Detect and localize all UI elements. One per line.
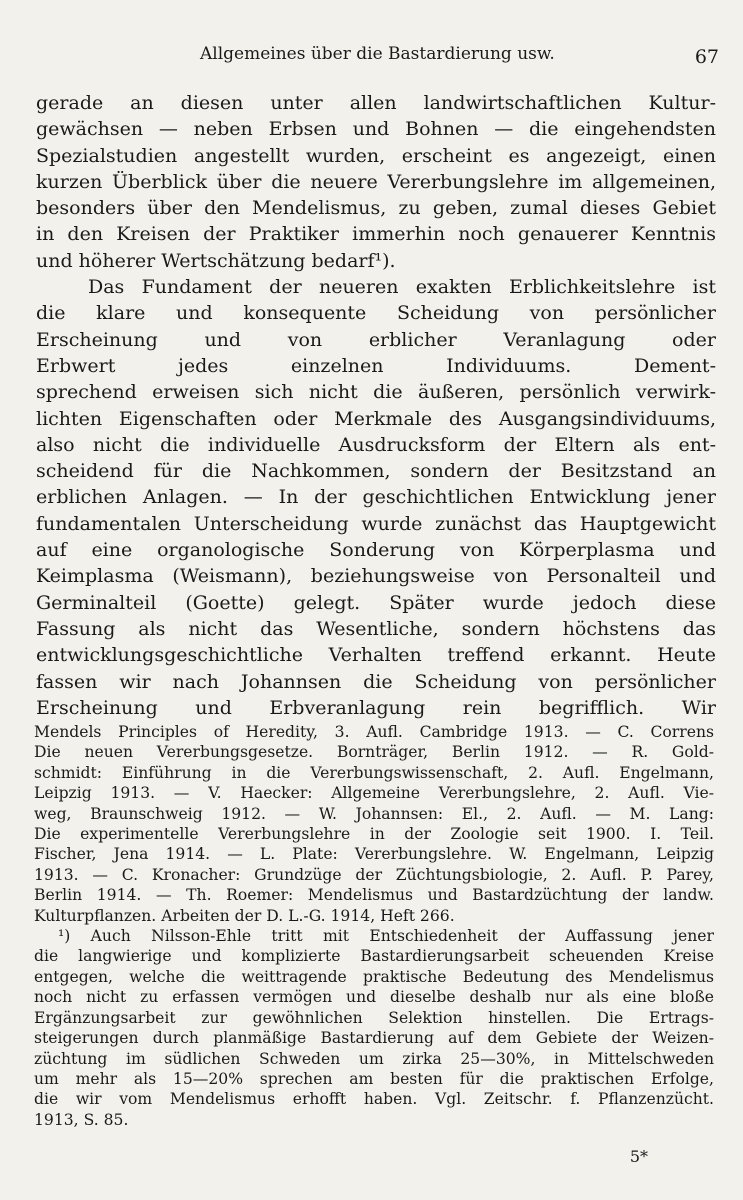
footnote-line: Die neuen Vererbungsgesetze. Bornträger, Berlin 1912. — R. Gold-	[34, 743, 714, 762]
text-line: also nicht die individuelle Ausdrucksform der Eltern als ent-	[36, 433, 716, 456]
footnote-line: ¹) Auch Nilsson-Ehle tritt mit Entschiedenheit der Auffassung jener	[58, 927, 714, 946]
sheet-signature: 5*	[629, 1147, 648, 1166]
text-line: scheidend für die Nachkommen, sondern der Besitzstand an	[36, 460, 716, 483]
main-text	[36, 90, 716, 721]
text-line: gerade an diesen unter allen landwirtschaftlichen Kultur-	[36, 92, 716, 114]
text-line: in den Kreisen der Praktiker immerhin noch genauerer Kenntnis	[36, 223, 716, 246]
footnotes	[34, 722, 714, 1130]
text-line: erblichen Anlagen. — In der geschichtlichen Entwicklung jener	[36, 486, 716, 509]
footnote-line: weg, Braunschweig 1912. — W. Johannsen: El., 2. Aufl. — M. Lang:	[34, 804, 714, 823]
footnote-line: Mendels Principles of Heredity, 3. Aufl. Cambridge 1913. — C. Correns	[34, 723, 714, 741]
footnote-line: die wir vom Mendelismus erhofft haben. Vgl. Zeitschr. f. Pflanzenzücht.	[34, 1090, 714, 1109]
paragraph-1	[36, 90, 716, 274]
footnote-line: Kulturpflanzen. Arbeiten der D. L.-G. 1914, Heft 266.	[34, 906, 455, 925]
literature-footnote	[34, 722, 714, 926]
text-line: Erscheinung und von erblicher Veranlagung oder	[36, 328, 716, 351]
footnote-line: Die experimentelle Vererbungslehre in der Zoologie seit 1900. I. Teil.	[34, 825, 714, 844]
text-line: die klare und konsequente Scheidung von persönlicher	[36, 302, 716, 325]
text-line: sprechend erweisen sich nicht die äußeren, persönlich verwirk-	[36, 381, 716, 404]
footnote-line: Leipzig 1913. — V. Haecker: Allgemeine Vererbungslehre, 2. Aufl. Vie-	[34, 784, 714, 803]
footnote-1	[34, 926, 714, 1130]
footnote-line: Ergänzungsarbeit zur gewöhnlichen Selektion hinstellen. Die Ertrags-	[34, 1008, 714, 1027]
footnote-line: schmidt: Einführung in die Vererbungswissenschaft, 2. Aufl. Engelmann,	[34, 763, 714, 782]
text-line: fassen wir nach Johannsen die Scheidung von persönlicher	[36, 670, 716, 693]
footnote-line: 1913, S. 85.	[34, 1110, 129, 1129]
running-title: Allgemeines über die Bastardierung usw.	[200, 44, 555, 64]
text-line: und höherer Wertschätzung bedarf¹).	[36, 249, 396, 272]
text-line: Erscheinung und Erbveranlagung rein begrifflich. Wir	[36, 696, 716, 719]
text-line: gewächsen — neben Erbsen und Bohnen — die eingehendsten	[36, 118, 716, 141]
text-line: kurzen Überblick über die neuere Vererbungslehre im allgemeinen,	[36, 170, 716, 193]
page-header	[36, 38, 721, 68]
footnote-line: steigerungen durch planmäßige Bastardierung auf dem Gebiete der Weizen-	[34, 1029, 714, 1048]
text-line: besonders über den Mendelismus, zu geben, zumal dieses Gebiet	[36, 197, 716, 220]
footnote-line: um mehr als 15—20% sprechen am besten für die praktischen Erfolge,	[34, 1069, 714, 1088]
text-line: Das Fundament der neueren exakten Erblichkeitslehre ist	[88, 276, 716, 299]
footnote-line: Berlin 1914. — Th. Roemer: Mendelismus und Bastardzüchtung der landw.	[34, 886, 714, 905]
footnote-line: noch nicht zu erfassen vermögen und dieselbe deshalb nur als eine bloße	[34, 988, 714, 1007]
text-line: Fassung als nicht das Wesentliche, sondern höchstens das	[36, 617, 716, 640]
text-line: entwicklungsgeschichtliche Verhalten treffend erkannt. Heute	[36, 644, 716, 667]
text-line: auf eine organologische Sonderung von Körperplasma und	[36, 539, 716, 562]
footnote-line: Fischer, Jena 1914. — L. Plate: Vererbungslehre. W. Engelmann, Leipzig	[34, 845, 714, 864]
text-line: Keimplasma (Weismann), beziehungsweise von Personalteil und	[36, 565, 716, 588]
page-number: 67	[694, 46, 719, 68]
footnote-line: entgegen, welche die weittragende praktische Bedeutung des Mendelismus	[34, 967, 714, 986]
text-line: Germinalteil (Goette) gelegt. Später wurde jedoch diese	[36, 591, 716, 614]
footnote-line: 1913. — C. Kronacher: Grundzüge der Züchtungsbiologie, 2. Aufl. P. Parey,	[34, 865, 714, 884]
text-line: Spezialstudien angestellt wurden, erscheint es angezeigt, einen	[36, 144, 716, 167]
footnote-line: die langwierige und komplizierte Bastardierungsarbeit scheuenden Kreise	[34, 947, 714, 966]
paragraph-2	[36, 274, 716, 721]
text-line: lichten Eigenschaften oder Merkmale des Ausgangsindividuums,	[36, 407, 716, 430]
footnote-line: züchtung im südlichen Schweden um zirka 25—30%, in Mittelschweden	[34, 1049, 714, 1068]
text-line: Erbwert jedes einzelnen Individuums. Dement-	[36, 354, 716, 377]
text-line: fundamentalen Unterscheidung wurde zunächst das Hauptgewicht	[36, 512, 716, 535]
